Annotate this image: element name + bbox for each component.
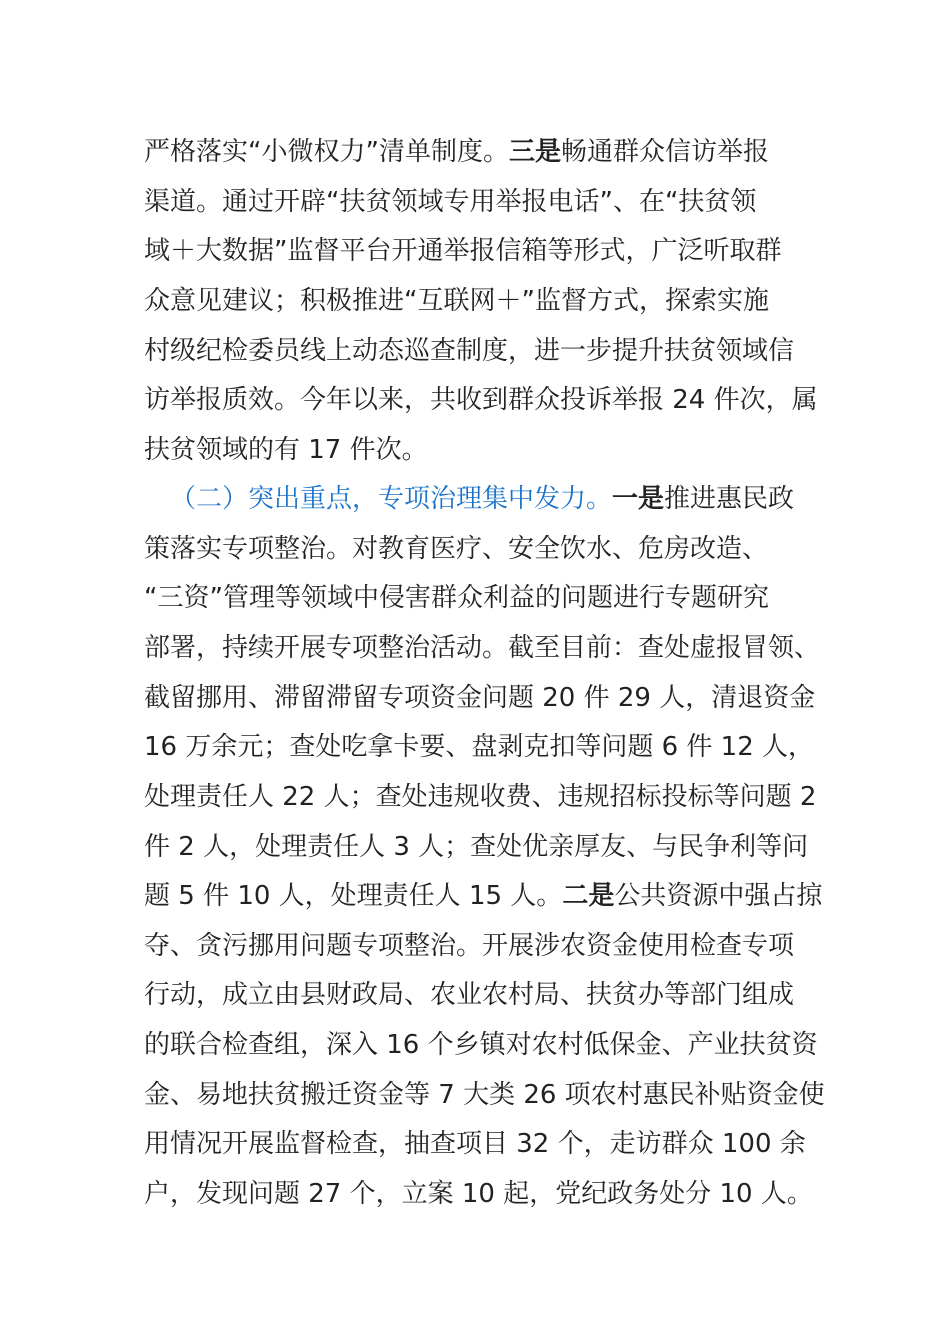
text-span: 策落实专项整治。对教育医疗、安全饮水、危房改造、 [144,534,769,564]
text-span: 部署，持续开展专项整治活动。截至目前：查处虚报冒领、 [144,633,821,663]
text-line [144,283,769,319]
text-span: 众意见建议；积极推进“互联网＋”监督方式，探索实施 [144,286,769,316]
text-span: 渠道。通过开辟“扶贫领域专用举报电话”、在“扶贫领 [144,187,757,217]
text-line [144,779,816,815]
text-span: 件 2 人，处理责任人 3 人；查处优亲厚友、与民争利等问 [144,832,809,862]
text-span: 村级纪检委员线上动态巡查制度，进一步提升扶贫领域信 [144,336,795,366]
text-line [144,233,781,269]
text-line [144,580,769,616]
text-span: 访举报质效。今年以来，共收到群众投诉举报 24 件次，属 [144,385,818,415]
section-heading: （二）突出重点，专项治理集中发力。 [170,484,613,514]
text-line [144,878,822,914]
text-span: 推进惠民政 [664,484,795,514]
section-heading-line [170,481,794,517]
text-span: 题 5 件 10 人，处理责任人 15 人。 [144,881,563,911]
text-span: 夺、贪污挪用问题专项整治。开展涉农资金使用检查专项 [144,931,795,961]
text-line [144,928,794,964]
text-line [144,333,794,369]
text-line [144,134,769,170]
bold-span: 三是 [508,137,561,167]
text-span: 金、易地扶贫搬迁资金等 7 大类 26 项农村惠民补贴资金使 [144,1080,825,1110]
text-span: 行动，成立由县财政局、农业农村局、扶贫办等部门组成 [144,980,795,1010]
text-span: 用情况开展监督检查，抽查项目 32 个，走访群众 100 余 [144,1129,806,1159]
text-span: “三资”管理等领域中侵害群众利益的问题进行专题研究 [144,583,769,613]
text-line [144,680,815,716]
text-span: 严格落实“小微权力”清单制度。 [144,137,509,167]
text-line [144,531,768,567]
bold-span: 二是 [562,881,615,911]
text-span: 处理责任人 22 人；查处违规收费、违规招标投标等问题 2 [144,782,817,812]
text-span: 的联合检查组，深入 16 个乡镇对农村低保金、产业扶贫资 [144,1030,818,1060]
text-span: 16 万余元；查处吃拿卡要、盘剥克扣等问题 6 件 12 人， [144,732,815,762]
text-line [144,1027,818,1063]
text-line [144,977,794,1013]
text-line [144,432,428,468]
text-line [144,382,818,418]
text-span: 截留挪用、滞留滞留专项资金问题 20 件 29 人，清退资金 [144,683,816,713]
text-line [144,630,820,666]
text-span: 公共资源中强占掠 [614,881,823,911]
bold-span: 一是 [612,484,665,514]
text-line [144,829,808,865]
text-line [144,729,814,765]
text-line [144,1176,813,1212]
text-line [144,184,756,220]
text-span: 域＋大数据”监督平台开通举报信箱等形式，广泛听取群 [144,236,782,266]
text-line [144,1126,806,1162]
text-span: 畅通群众信访举报 [560,137,769,167]
text-line [144,1077,825,1113]
text-span: 户，发现问题 27 个，立案 10 起，党纪政务处分 10 人。 [144,1179,813,1209]
text-span: 扶贫领域的有 17 件次。 [144,435,428,465]
